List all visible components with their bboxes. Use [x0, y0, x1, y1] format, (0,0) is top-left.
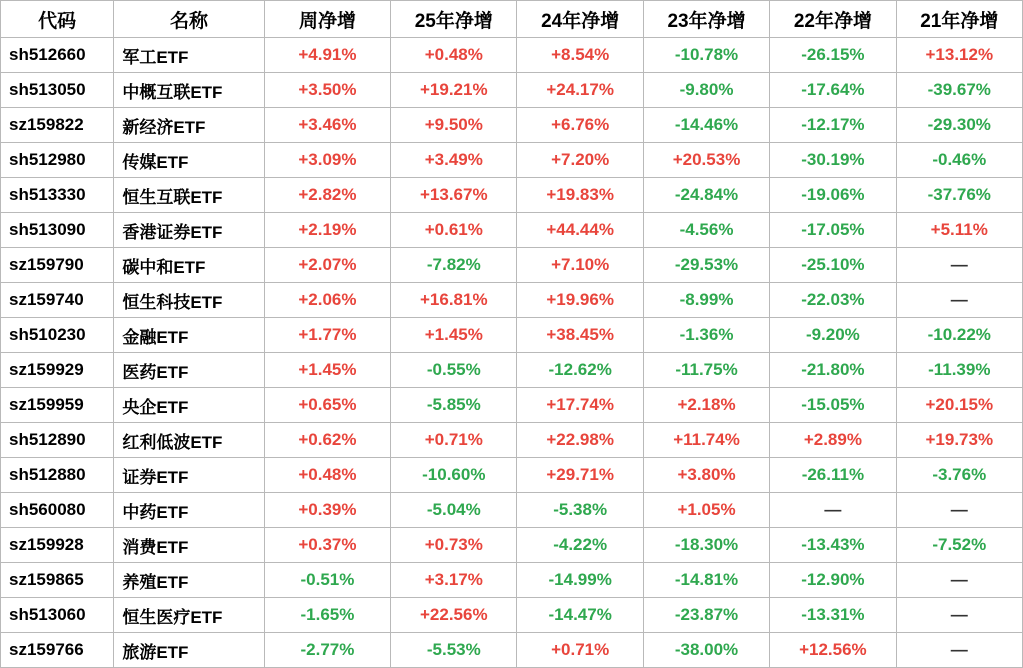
table-row	[1, 423, 1023, 458]
cell-value: -38.00%	[643, 633, 769, 668]
cell-code: sz159929	[1, 353, 114, 388]
table-header	[1, 1, 1023, 38]
table-row	[1, 528, 1023, 563]
cell-name: 养殖ETF	[114, 563, 264, 598]
cell-value: +1.45%	[391, 318, 517, 353]
cell-code: sh513090	[1, 213, 114, 248]
cell-value: -9.80%	[643, 73, 769, 108]
cell-value: -21.80%	[770, 353, 896, 388]
cell-value: +0.71%	[391, 423, 517, 458]
cell-value: +0.62%	[264, 423, 390, 458]
cell-value: +12.56%	[770, 633, 896, 668]
table-row	[1, 318, 1023, 353]
cell-code: sz159865	[1, 563, 114, 598]
cell-value: -13.31%	[770, 598, 896, 633]
table-row	[1, 388, 1023, 423]
cell-name: 中药ETF	[114, 493, 264, 528]
cell-value: -17.64%	[770, 73, 896, 108]
cell-value: +0.37%	[264, 528, 390, 563]
cell-value: +3.09%	[264, 143, 390, 178]
cell-value: -2.77%	[264, 633, 390, 668]
cell-value: +11.74%	[643, 423, 769, 458]
table-row	[1, 108, 1023, 143]
cell-value: -0.55%	[391, 353, 517, 388]
cell-value: +17.74%	[517, 388, 643, 423]
cell-value: +3.50%	[264, 73, 390, 108]
cell-value: -0.46%	[896, 143, 1022, 178]
cell-value: +0.73%	[391, 528, 517, 563]
cell-value: +0.71%	[517, 633, 643, 668]
cell-code: sz159790	[1, 248, 114, 283]
cell-value: +20.15%	[896, 388, 1022, 423]
cell-value: +5.11%	[896, 213, 1022, 248]
table-row	[1, 633, 1023, 668]
cell-name: 香港证券ETF	[114, 213, 264, 248]
cell-code: sz159740	[1, 283, 114, 318]
cell-value: -15.05%	[770, 388, 896, 423]
cell-value: +2.18%	[643, 388, 769, 423]
cell-code: sh510230	[1, 318, 114, 353]
column-header-2024: 24年净增	[517, 1, 643, 38]
cell-value: -8.99%	[643, 283, 769, 318]
cell-value: +22.98%	[517, 423, 643, 458]
cell-value: -14.47%	[517, 598, 643, 633]
cell-name: 中概互联ETF	[114, 73, 264, 108]
cell-value: -26.11%	[770, 458, 896, 493]
cell-value: +19.21%	[391, 73, 517, 108]
cell-value: -0.51%	[264, 563, 390, 598]
cell-value: -29.53%	[643, 248, 769, 283]
cell-value: -22.03%	[770, 283, 896, 318]
cell-value: -10.22%	[896, 318, 1022, 353]
cell-code: sh513060	[1, 598, 114, 633]
cell-code: sh512660	[1, 38, 114, 73]
column-header-2022: 22年净增	[770, 1, 896, 38]
cell-value: —	[896, 598, 1022, 633]
cell-code: sh513330	[1, 178, 114, 213]
cell-value: -10.78%	[643, 38, 769, 73]
cell-value: +1.45%	[264, 353, 390, 388]
cell-code: sz159959	[1, 388, 114, 423]
cell-value: -4.56%	[643, 213, 769, 248]
cell-value: +2.82%	[264, 178, 390, 213]
cell-value: +2.07%	[264, 248, 390, 283]
cell-name: 恒生科技ETF	[114, 283, 264, 318]
cell-value: +19.96%	[517, 283, 643, 318]
cell-code: sh512890	[1, 423, 114, 458]
column-header-name: 名称	[114, 1, 264, 38]
cell-name: 医药ETF	[114, 353, 264, 388]
cell-value: +4.91%	[264, 38, 390, 73]
cell-value: +29.71%	[517, 458, 643, 493]
cell-value: —	[896, 493, 1022, 528]
cell-value: -11.75%	[643, 353, 769, 388]
cell-value: +0.39%	[264, 493, 390, 528]
cell-value: —	[896, 563, 1022, 598]
column-header-2025: 25年净增	[391, 1, 517, 38]
cell-value: -12.90%	[770, 563, 896, 598]
cell-name: 恒生互联ETF	[114, 178, 264, 213]
table-row	[1, 73, 1023, 108]
cell-value: +7.10%	[517, 248, 643, 283]
cell-value: +19.73%	[896, 423, 1022, 458]
cell-code: sh512980	[1, 143, 114, 178]
cell-value: -39.67%	[896, 73, 1022, 108]
table-row	[1, 213, 1023, 248]
column-header-code: 代码	[1, 1, 114, 38]
cell-value: +6.76%	[517, 108, 643, 143]
column-header-2021: 21年净增	[896, 1, 1022, 38]
column-header-2023: 23年净增	[643, 1, 769, 38]
cell-value: -14.99%	[517, 563, 643, 598]
cell-name: 消费ETF	[114, 528, 264, 563]
cell-value: -13.43%	[770, 528, 896, 563]
cell-value: +19.83%	[517, 178, 643, 213]
cell-code: sh560080	[1, 493, 114, 528]
cell-value: +16.81%	[391, 283, 517, 318]
cell-value: -12.17%	[770, 108, 896, 143]
cell-name: 央企ETF	[114, 388, 264, 423]
cell-value: -11.39%	[896, 353, 1022, 388]
cell-value: +2.89%	[770, 423, 896, 458]
cell-value: +1.77%	[264, 318, 390, 353]
table-row	[1, 283, 1023, 318]
cell-value: -5.38%	[517, 493, 643, 528]
cell-value: +3.17%	[391, 563, 517, 598]
cell-value: -37.76%	[896, 178, 1022, 213]
cell-value: -26.15%	[770, 38, 896, 73]
cell-value: +2.19%	[264, 213, 390, 248]
table-header-row	[1, 1, 1023, 38]
cell-value: -18.30%	[643, 528, 769, 563]
cell-value: +13.67%	[391, 178, 517, 213]
cell-name: 旅游ETF	[114, 633, 264, 668]
cell-value: -25.10%	[770, 248, 896, 283]
table-row	[1, 38, 1023, 73]
cell-value: -5.04%	[391, 493, 517, 528]
cell-value: +2.06%	[264, 283, 390, 318]
cell-value: -24.84%	[643, 178, 769, 213]
cell-code: sh512880	[1, 458, 114, 493]
table-row	[1, 178, 1023, 213]
cell-value: -23.87%	[643, 598, 769, 633]
cell-value: +0.48%	[264, 458, 390, 493]
cell-value: —	[896, 633, 1022, 668]
column-header-week: 周净增	[264, 1, 390, 38]
cell-value: -1.65%	[264, 598, 390, 633]
cell-value: -4.22%	[517, 528, 643, 563]
cell-name: 证券ETF	[114, 458, 264, 493]
cell-code: sz159766	[1, 633, 114, 668]
cell-value: -30.19%	[770, 143, 896, 178]
table-row	[1, 598, 1023, 633]
cell-value: +3.80%	[643, 458, 769, 493]
cell-value: +1.05%	[643, 493, 769, 528]
cell-value: -5.85%	[391, 388, 517, 423]
cell-name: 军工ETF	[114, 38, 264, 73]
cell-name: 红利低波ETF	[114, 423, 264, 458]
cell-value: —	[896, 248, 1022, 283]
cell-value: -12.62%	[517, 353, 643, 388]
cell-value: +44.44%	[517, 213, 643, 248]
cell-name: 新经济ETF	[114, 108, 264, 143]
cell-name: 传媒ETF	[114, 143, 264, 178]
cell-value: +0.61%	[391, 213, 517, 248]
cell-value: +3.46%	[264, 108, 390, 143]
table-row	[1, 458, 1023, 493]
cell-value: -1.36%	[643, 318, 769, 353]
cell-value: -5.53%	[391, 633, 517, 668]
cell-value: -14.81%	[643, 563, 769, 598]
cell-value: —	[896, 283, 1022, 318]
table-row	[1, 563, 1023, 598]
cell-value: -9.20%	[770, 318, 896, 353]
cell-value: +24.17%	[517, 73, 643, 108]
cell-value: +7.20%	[517, 143, 643, 178]
cell-value: +3.49%	[391, 143, 517, 178]
cell-value: -10.60%	[391, 458, 517, 493]
cell-value: -3.76%	[896, 458, 1022, 493]
cell-value: +9.50%	[391, 108, 517, 143]
cell-name: 恒生医疗ETF	[114, 598, 264, 633]
cell-value: -17.05%	[770, 213, 896, 248]
table-row	[1, 493, 1023, 528]
cell-value: +38.45%	[517, 318, 643, 353]
cell-value: +0.65%	[264, 388, 390, 423]
cell-code: sz159822	[1, 108, 114, 143]
cell-value: +20.53%	[643, 143, 769, 178]
table-body	[1, 38, 1023, 668]
cell-code: sz159928	[1, 528, 114, 563]
cell-value: +0.48%	[391, 38, 517, 73]
table-row	[1, 353, 1023, 388]
cell-value: +13.12%	[896, 38, 1022, 73]
cell-value: +8.54%	[517, 38, 643, 73]
cell-name: 金融ETF	[114, 318, 264, 353]
cell-value: -7.52%	[896, 528, 1022, 563]
cell-value: -19.06%	[770, 178, 896, 213]
table-row	[1, 143, 1023, 178]
cell-name: 碳中和ETF	[114, 248, 264, 283]
table-row	[1, 248, 1023, 283]
cell-value: -29.30%	[896, 108, 1022, 143]
cell-value: -14.46%	[643, 108, 769, 143]
cell-code: sh513050	[1, 73, 114, 108]
cell-value: -7.82%	[391, 248, 517, 283]
cell-value: +22.56%	[391, 598, 517, 633]
cell-value: —	[770, 493, 896, 528]
